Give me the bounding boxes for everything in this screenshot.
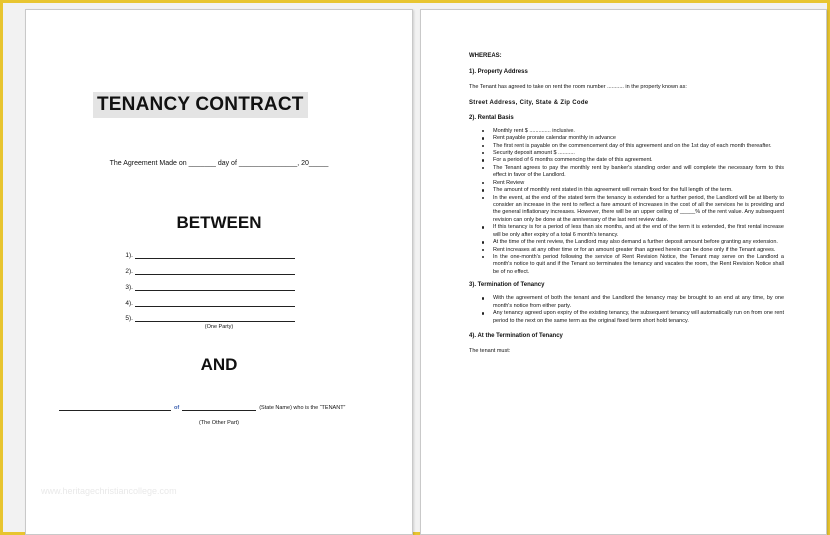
list-item: Rent payable prorate calendar monthly in advance [493,135,784,142]
party-line-4 [123,300,295,307]
watermark: www.heritagechristiancollege.com [41,486,177,496]
fill-in-line [135,252,295,259]
cover-page [25,9,413,535]
property-address: Street Address, City, State & Zip Code [469,99,589,106]
contract-title: TENANCY CONTRACT [93,92,308,118]
list-item: The first rent is payable on the commencement day of this agreement and on the 1st day of each month thereafter. [493,143,784,150]
termination-list [469,295,784,325]
section-4-text: The tenant must: [469,348,511,355]
list-item: The amount of monthly rent stated in this agreement will remain fixed for the full length of the term. [493,187,784,194]
list-item: Rent increases at any other time or for an amount greater than agreed herein can be done only if the Tenant agrees. [493,247,784,254]
other-party-caption: (The Other Part) [198,420,240,426]
list-item: The Tenant agrees to pay the monthly rent by banker's standing order and will complete the necessary form to this effect in favor of the Landlord. [493,164,784,179]
list-item: Security deposit amount $ ........... [493,150,784,157]
party-line-5 [123,315,295,322]
whereas-heading: WHEREAS: [469,53,502,59]
terms-page [420,9,827,535]
list-item: With the agreement of both the tenant and the Landlord the tenancy may be brought to an end at any time, by one month's notice from either party. [493,295,784,309]
party-number: 4). [125,300,133,307]
one-party-caption: (One Party) [204,324,234,330]
section-3-heading: 3). Termination of Tenancy [469,282,545,289]
party-number: 2). [125,268,133,275]
list-item: At the time of the rent review, the Landlord may also demand a further deposit amount before granting any extension. [493,239,784,246]
terms-body [469,52,784,356]
rental-basis-list [469,128,784,276]
party-line-1 [123,252,295,259]
list-item: In the one-month's period following the service of Rent Revision Notice, the Tenant may serve on the Landlord a month's notice to quit and if the Tenant so terminates the tenancy and vacates the room, the Rent Revision Notice shall be of no effect. [493,253,784,275]
fill-in-line [59,404,171,411]
of-word: of [174,405,180,411]
list-item: Any tenancy agreed upon expiry of the existing tenancy, the subsequent tenancy will automatically run on from one rent period to the next on the same term as the original fixed term short hold tenancy. [493,310,784,324]
fill-in-line [135,284,295,291]
fill-in-line [135,315,295,322]
list-item: For a period of 6 months commencing the date of this agreement. [493,157,784,164]
fill-in-line [135,268,295,275]
document-viewer [3,3,827,532]
tenant-line [59,404,345,411]
list-item: Rent Review [493,180,784,187]
party-number: 3). [125,284,133,291]
party-number: 1). [125,252,133,259]
fill-in-line [182,404,256,411]
section-1-heading: 1). Property Address [469,69,528,76]
party-line-3 [123,284,295,291]
party-number: 5). [125,315,133,322]
section-4-heading: 4). At the Termination of Tenancy [469,333,563,340]
list-item: Monthly rent $ .............. inclusive. [493,128,784,135]
list-item: In the event, at the end of the stated term the tenancy is extended for a further period, the Landlord will be at liberty to consider an increase in the rent to reflect a fare amount of increases in the cost of all the services he is providing and the general inflationary increases. However, there will be an upper ceiling of _____% of the rent value. Any subsequent revision can only be done at the anniversary of the last rent review date. [493,194,784,223]
state-name-text: (State Name) who is the “TENANT” [259,405,346,411]
fill-in-line [135,300,295,307]
party-line-2 [123,268,295,275]
section-2-heading: 2). Rental Basis [469,114,514,121]
section-1-text: The Tenant has agreed to take on rent the room number ........... in the property known as: [469,84,687,91]
list-item: If this tenancy is for a period of less than six months, and at the end of the term it is extended, the first rental increase will be only after expiry of a total 6 month's tenancy. [493,224,784,238]
agreement-date-line: The Agreement Made on _______ day of _______________, 20_____ [109,160,329,167]
and-heading: AND [200,355,238,374]
between-heading: BETWEEN [176,213,262,232]
